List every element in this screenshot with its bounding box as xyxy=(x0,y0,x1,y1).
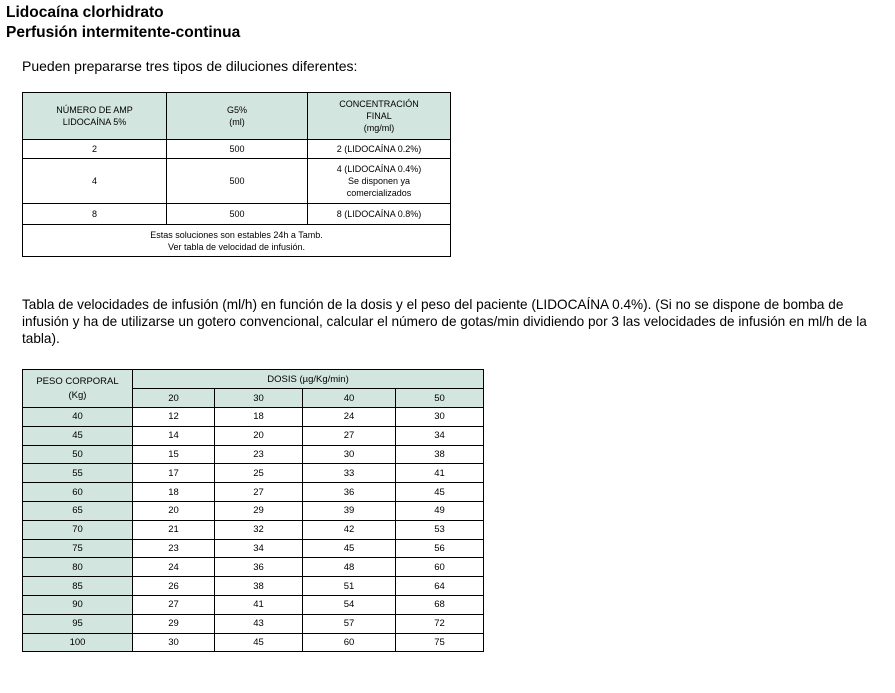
velocity-header-row xyxy=(23,370,484,389)
velocity-value-cell: 43 xyxy=(215,614,303,633)
weight-cell: 60 xyxy=(23,483,133,502)
concentration-value: 4 (LIDOCAÍNA 0.4%) xyxy=(336,164,422,174)
header-g5 xyxy=(167,93,308,140)
velocity-value-cell: 39 xyxy=(303,501,396,520)
velocity-value-cell: 18 xyxy=(133,483,215,502)
velocity-value-cell: 24 xyxy=(133,558,215,577)
velocity-value-cell: 33 xyxy=(303,464,396,483)
velocity-value-cell: 68 xyxy=(396,595,484,614)
weight-header-line2: (Kg) xyxy=(68,389,87,401)
weight-cell: 85 xyxy=(23,577,133,596)
dose-value-header: 40 xyxy=(303,389,396,408)
velocity-value-cell: 75 xyxy=(396,633,484,652)
stability-note-line1: Estas soluciones son estables 24h a Tamb. xyxy=(150,229,323,240)
weight-cell: 65 xyxy=(23,501,133,520)
velocity-row xyxy=(23,408,484,427)
velocity-value-cell: 38 xyxy=(215,577,303,596)
velocity-value-cell: 57 xyxy=(303,614,396,633)
page-subtitle: Perfusión intermitente-continua xyxy=(6,24,241,41)
velocity-value-cell: 51 xyxy=(303,577,396,596)
concentration-cell: 8 (LIDOCAÍNA 0.8%) xyxy=(308,204,451,225)
dilution-table xyxy=(22,92,451,257)
velocity-value-cell: 32 xyxy=(215,520,303,539)
weight-header-line1: PESO CORPORAL xyxy=(36,375,119,387)
dose-value-header: 30 xyxy=(215,389,303,408)
weight-cell: 90 xyxy=(23,595,133,614)
g5-cell: 500 xyxy=(167,140,308,159)
velocity-table xyxy=(22,369,484,652)
velocity-value-cell: 48 xyxy=(303,558,396,577)
header-conc-line3: (mg/ml) xyxy=(363,123,395,133)
header-g5-line1: G5% xyxy=(226,105,247,115)
velocity-value-cell: 56 xyxy=(396,539,484,558)
velocity-value-cell: 45 xyxy=(215,633,303,652)
g5-cell: 500 xyxy=(167,204,308,225)
concentration-cell: 2 (LIDOCAÍNA 0.2%) xyxy=(308,140,451,159)
velocity-row xyxy=(23,577,484,596)
g5-cell: 500 xyxy=(167,159,308,204)
dilution-row xyxy=(23,140,451,159)
velocity-value-cell: 30 xyxy=(396,408,484,427)
velocity-value-cell: 27 xyxy=(303,426,396,445)
velocity-value-cell: 38 xyxy=(396,445,484,464)
velocity-value-cell: 18 xyxy=(215,408,303,427)
weight-cell: 40 xyxy=(23,408,133,427)
velocity-value-cell: 23 xyxy=(215,445,303,464)
velocity-description: Tabla de velocidades de infusión (ml/h) en función de la dosis y el peso del paciente (LIDOCAÍNA 0.4%). (Si no se dispone de bomba de infusión y ha de utilizarse un gotero convencional, calcular el número de gotas/min dividiendo por 3 las velocidades de infusión en ml/h de la tabla). xyxy=(22,297,867,346)
velocity-row xyxy=(23,539,484,558)
weight-cell: 95 xyxy=(23,614,133,633)
velocity-value-cell: 60 xyxy=(396,558,484,577)
velocity-value-cell: 64 xyxy=(396,577,484,596)
velocity-value-cell: 34 xyxy=(396,426,484,445)
weight-header xyxy=(23,370,133,408)
intro-text: Pueden prepararse tres tipos de diluciones diferentes: xyxy=(22,58,358,74)
velocity-value-cell: 29 xyxy=(133,614,215,633)
velocity-value-cell: 20 xyxy=(133,501,215,520)
velocity-value-cell: 20 xyxy=(215,426,303,445)
header-amp-line1: NÚMERO DE AMP xyxy=(56,105,133,115)
velocity-value-cell: 45 xyxy=(303,539,396,558)
header-conc-line2: FINAL xyxy=(366,111,392,121)
velocity-row xyxy=(23,501,484,520)
concentration-cell xyxy=(308,159,451,204)
amp-cell: 8 xyxy=(23,204,167,225)
velocity-row xyxy=(23,595,484,614)
stability-note xyxy=(23,225,451,257)
velocity-value-cell: 54 xyxy=(303,595,396,614)
weight-cell: 100 xyxy=(23,633,133,652)
amp-cell: 2 xyxy=(23,140,167,159)
velocity-value-cell: 49 xyxy=(396,501,484,520)
weight-cell: 75 xyxy=(23,539,133,558)
velocity-row xyxy=(23,464,484,483)
stability-note-line2: Ver tabla de velocidad de infusión. xyxy=(167,241,306,252)
velocity-value-cell: 12 xyxy=(133,408,215,427)
velocity-value-cell: 17 xyxy=(133,464,215,483)
velocity-value-cell: 29 xyxy=(215,501,303,520)
weight-cell: 70 xyxy=(23,520,133,539)
velocity-row xyxy=(23,426,484,445)
weight-cell: 45 xyxy=(23,426,133,445)
velocity-value-cell: 42 xyxy=(303,520,396,539)
velocity-row xyxy=(23,558,484,577)
weight-cell: 80 xyxy=(23,558,133,577)
velocity-value-cell: 14 xyxy=(133,426,215,445)
velocity-value-cell: 24 xyxy=(303,408,396,427)
velocity-row xyxy=(23,483,484,502)
velocity-value-cell: 25 xyxy=(215,464,303,483)
velocity-row xyxy=(23,445,484,464)
dose-header: DOSIS (µg/Kg/min) xyxy=(133,370,484,389)
velocity-value-cell: 30 xyxy=(133,633,215,652)
velocity-value-cell: 41 xyxy=(215,595,303,614)
amp-cell: 4 xyxy=(23,159,167,204)
velocity-value-cell: 27 xyxy=(133,595,215,614)
velocity-value-cell: 36 xyxy=(215,558,303,577)
weight-cell: 55 xyxy=(23,464,133,483)
concentration-note-line2: comercializados xyxy=(346,188,412,198)
dilution-row xyxy=(23,159,451,204)
velocity-value-cell: 41 xyxy=(396,464,484,483)
velocity-table-body xyxy=(23,408,484,652)
dilution-row xyxy=(23,204,451,225)
dose-value-header: 20 xyxy=(133,389,215,408)
velocity-value-cell: 34 xyxy=(215,539,303,558)
velocity-value-cell: 45 xyxy=(396,483,484,502)
weight-cell: 50 xyxy=(23,445,133,464)
dilution-header-row xyxy=(23,93,451,140)
velocity-value-cell: 15 xyxy=(133,445,215,464)
velocity-value-cell: 27 xyxy=(215,483,303,502)
header-g5-line2: (ml) xyxy=(229,117,245,127)
dose-value-header: 50 xyxy=(396,389,484,408)
header-conc-line1: CONCENTRACIÓN xyxy=(339,99,419,109)
velocity-row xyxy=(23,520,484,539)
page-title: Lidocaína clorhidrato xyxy=(6,4,164,21)
velocity-value-cell: 53 xyxy=(396,520,484,539)
dilution-note-row xyxy=(23,225,451,257)
velocity-row xyxy=(23,633,484,652)
velocity-value-cell: 30 xyxy=(303,445,396,464)
velocity-value-cell: 72 xyxy=(396,614,484,633)
header-concentration xyxy=(308,93,451,140)
velocity-row xyxy=(23,614,484,633)
velocity-value-cell: 60 xyxy=(303,633,396,652)
velocity-value-cell: 23 xyxy=(133,539,215,558)
header-amp-count xyxy=(23,93,167,140)
velocity-value-cell: 21 xyxy=(133,520,215,539)
concentration-note-line1: Se disponen ya xyxy=(347,176,411,186)
velocity-value-cell: 26 xyxy=(133,577,215,596)
header-amp-line2: LIDOCAÍNA 5% xyxy=(62,117,127,127)
velocity-value-cell: 36 xyxy=(303,483,396,502)
